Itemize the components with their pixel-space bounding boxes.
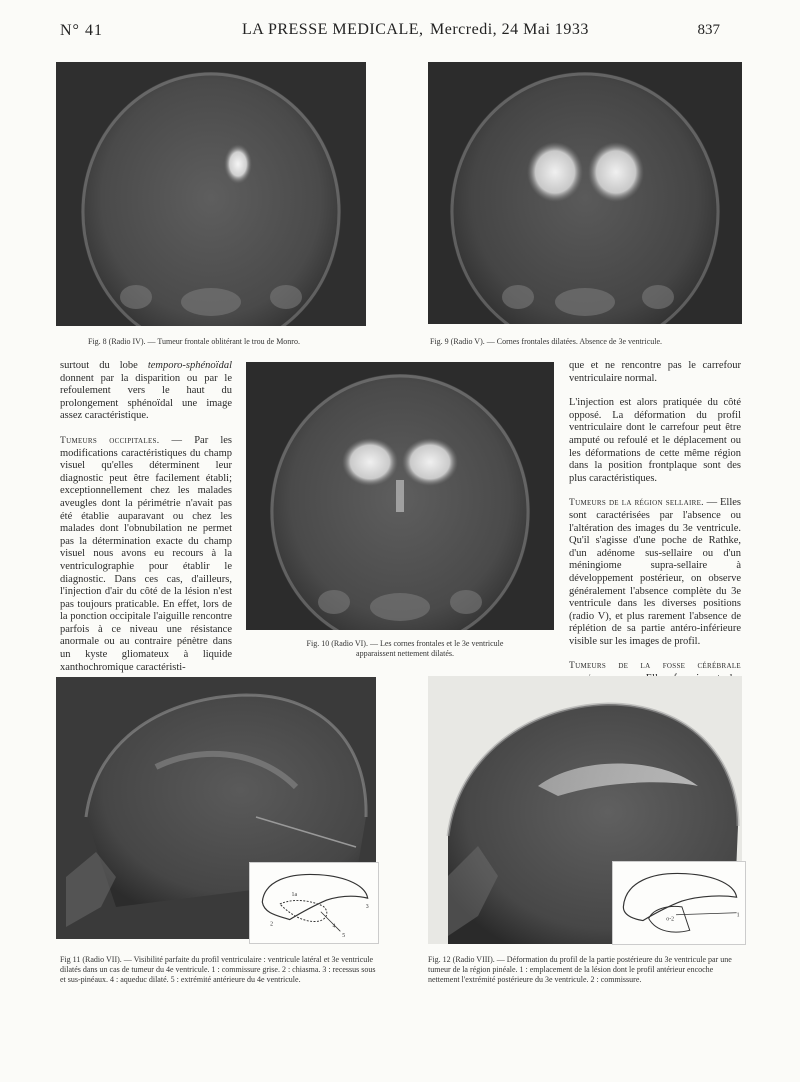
section-heading-sellaire: Tumeurs de la région sellaire.: [569, 498, 704, 509]
section-heading-fosse-posterieure: Tumeurs de la fosse cérébrale: [569, 661, 741, 672]
fig12-inset-label-1: 1: [736, 912, 740, 919]
fig9-caption: Fig. 9 (Radio V). — Cornes frontales dilatées. Absence de 3e ventricule.: [430, 337, 663, 346]
left-paragraph-1: surtout du lobe temporo-sphénoïdal donnent par la disparition ou par le refoulement vers le haut du prolongement sphénoïdal une image assez caractéristique.: [60, 360, 232, 422]
fig11-inset-label-5: 5: [342, 933, 346, 940]
fig11-caption: Fig 11 (Radio VII). — Visibilité parfaite du profil ventriculaire : ventricule latéral et 3e ventricule dilatés dans un cas de tumeur du 4e ventricule. 1 : commissure grise. 2 : chiasma. 3 : recessus sous et sus-pinéaux. 4 : aqueduc dilaté. 5 : extrémité antérieure du 4e ventricule.: [60, 955, 376, 984]
right-paragraph-2: L'injection est alors pratiquée du côté opposé. La déformation du profil ventriculaire dont le carrefour peut être amputé ou refoulé et le déplacement ou les déformations de cette même région dans la position frontplaque sont des plus caractéristiques.: [569, 397, 741, 484]
fig12-caption: Fig. 12 (Radio VIII). — Déformation du profil de la partie postérieure du 3e ventricule par une tumeur de la région pinéale. 1 : emplacement de la lésion dont le profil antérieur encoche nettement l'extrémité postérieure du 3e ventricule. 2 : commissure.: [428, 955, 732, 984]
right-text-column: [569, 360, 741, 698]
fig10-caption-line2: apparaissent nettement dilatés.: [356, 649, 454, 658]
section-heading-occipital: Tumeurs occipitales.: [60, 435, 160, 446]
right-paragraph-1: que et ne rencontre pas le carrefour ventriculaire normal.: [569, 360, 741, 384]
fig10-xray-image: [246, 362, 554, 630]
issue-number: N° 41: [60, 22, 103, 39]
fig11-inset-label-3: 3: [365, 903, 369, 910]
fig11-inset-label-4: 4: [332, 923, 336, 930]
fig12-inset-diagram: [612, 861, 746, 945]
fig10-caption-line1: Fig. 10 (Radio VI). — Les cornes frontales et le 3e ventricule: [306, 639, 504, 648]
left-paragraph-2: — Par les modifications caractéristiques du champ visuel qu'elles déterminent leur diagnostic peut être facilement établi; exceptionnellement chez les malades aveugles dont la périmétrie n'avait pas été établie auparavant ou chez les malades dont l'obnubilation ne permet pas la détermination exacte du champ visuel nous avons eu recours à la ventriculographie pour établir le diagnostic. Dans ces cas, d'ailleurs, l'injection d'air du côté de la lésion n'est pas toujours praticable. En effet, lors de la ponction occipitale l'aiguille rencontre parfois à ce niveau une résistance anormale ou au contraire pénètre dans un kyste gliomateux à liquide xanthochromique caractéristi-: [60, 434, 232, 673]
journal-title: [242, 21, 589, 39]
fig8-xray-image: [56, 62, 366, 326]
fig12-inset-label-o2: o-2: [666, 916, 675, 923]
fig10-caption: [260, 639, 550, 659]
fig11-inset-label-2: 2: [270, 921, 274, 928]
journal-name: LA PRESSE MEDICALE,: [242, 21, 424, 38]
fig8-caption: Fig. 8 (Radio IV). — Tumeur frontale oblitérant le trou de Monro.: [88, 337, 300, 346]
page-number: 837: [697, 22, 720, 38]
lobe-name-italic: temporo-sphénoïdal: [147, 360, 232, 371]
right-paragraph-3: — Elles sont caractérisées par l'absence ou l'altération des images du 3e ventricule. Qu'il s'agisse d'une poche de Rathke, d'un adénome sus-sellaire ou d'un méningiome supra-sellaire à développement postérieur, on observe généralement l'absence complète du 3e ventricule dans les diverses positions (radio V), et plus rarement l'absence de réplétion de sa partie antéro-inférieure visible sur les images de profil.: [569, 497, 741, 647]
fig11-inset-diagram: [249, 862, 379, 944]
issue-date: Mercredi, 24 Mai 1933: [430, 21, 589, 38]
left-text-column: [60, 360, 232, 674]
fig11-inset-label-1a: 1a: [291, 892, 298, 899]
fig9-xray-image: [428, 62, 742, 324]
page-header: [50, 18, 750, 46]
